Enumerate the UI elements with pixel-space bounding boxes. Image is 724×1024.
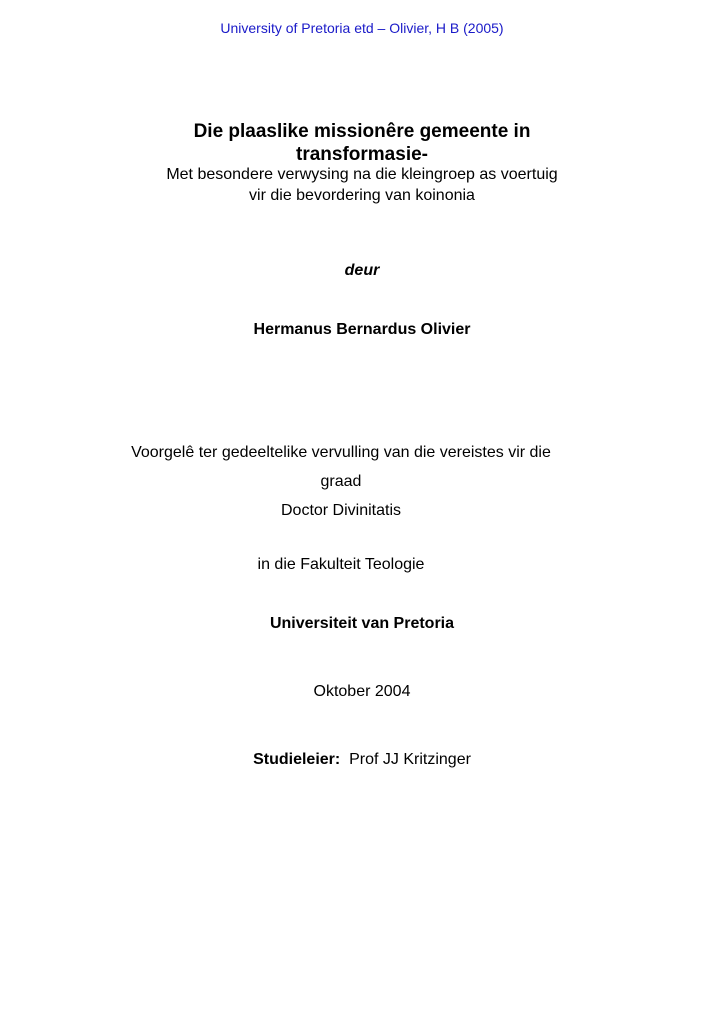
author-name: Hermanus Bernardus Olivier (253, 321, 471, 338)
faculty: in die Fakulteit Teologie (257, 556, 425, 573)
supervisor (0, 751, 724, 769)
thesis-title-line-2: transformasie- (296, 144, 428, 165)
thesis-subtitle (0, 164, 724, 206)
thesis-subtitle-line-1: Met besondere verwysing na die kleingroep as voertuig (166, 166, 558, 183)
supervisor-label: Studieleier: (253, 751, 341, 768)
submission-line-1: Voorgelê ter gedeeltelike vervulling van die vereistes vir die (131, 444, 551, 461)
supervisor-name: Prof JJ Kritzinger (349, 751, 471, 768)
submission-date: Oktober 2004 (313, 683, 411, 700)
university-name: Universiteit van Pretoria (269, 615, 455, 632)
thesis-title (0, 120, 724, 166)
header-citation: University of Pretoria etd – Olivier, H B (2005) (220, 20, 504, 36)
thesis-subtitle-line-2: vir die bevordering van koinonia (249, 187, 475, 204)
submission-statement (116, 438, 566, 525)
thesis-title-line-1: Die plaaslike missionêre gemeente in (193, 121, 531, 142)
by-label: deur (344, 262, 380, 279)
degree-name: Doctor Divinitatis (280, 502, 402, 519)
submission-line-2: graad (320, 473, 362, 490)
